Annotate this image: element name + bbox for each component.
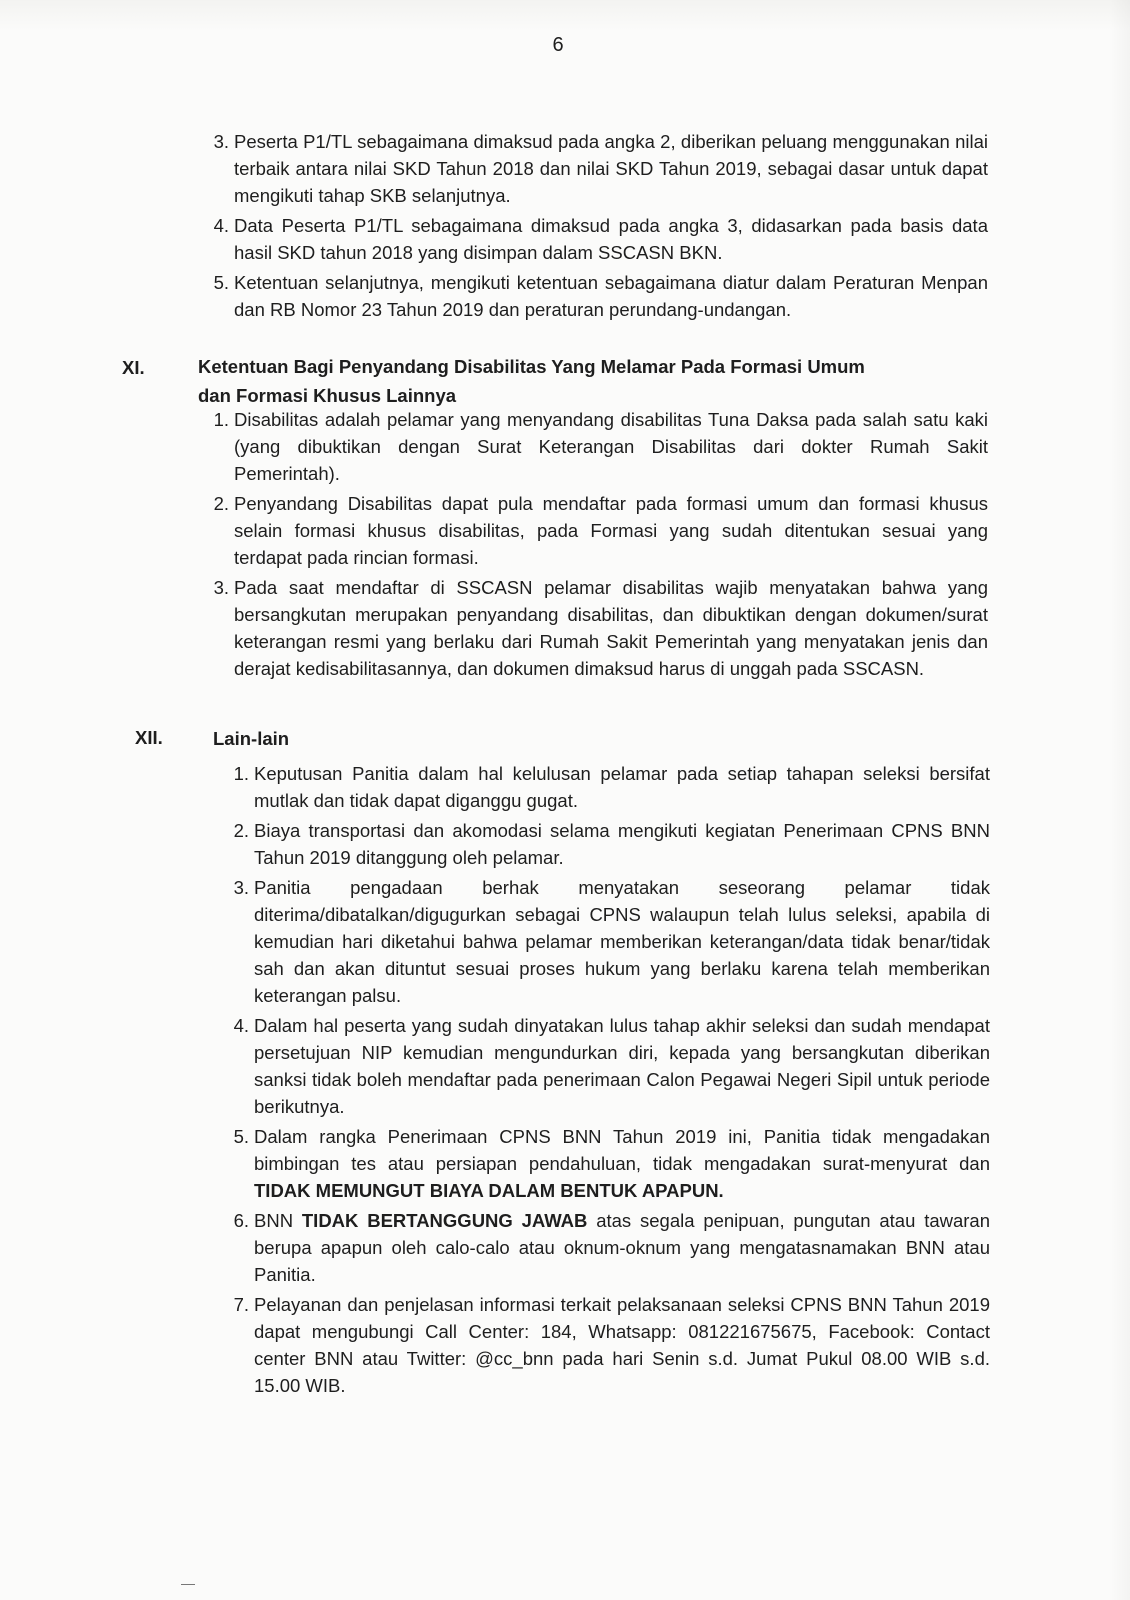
section-xi-list — [213, 406, 988, 682]
list-item-text-after: atas segala penipuan, pungutan atau tawaran berupa apapun oleh calo-calo atau oknum-oknum yang mengatasnamakan BNN atau Panitia. — [254, 1210, 991, 1285]
list-item-number: 4. — [213, 215, 229, 236]
list-item — [233, 874, 990, 1009]
list-item — [213, 212, 988, 266]
list-item-number: 6. — [233, 1210, 249, 1231]
list-item — [233, 760, 990, 814]
list-item — [233, 1123, 990, 1204]
list-item-text: Biaya transportasi dan akomodasi selama mengikuti kegiatan Penerimaan CPNS BNN Tahun 2019 ditanggung oleh pelamar. — [254, 820, 990, 868]
section-xii-label: XII. — [135, 727, 163, 748]
list-item-text: Panitia pengadaan berhak menyatakan seseorang pelamar tidak diterima/dibatalkan/digugurkan sebagai CPNS walaupun telah lulus seleksi, apabila di kemudian hari diketahui bahwa pelamar memberikan keterangan/data tidak benar/tidak sah dan akan dituntut sesuai proses hukum yang berlaku karena telah memberikan keterangan palsu. — [254, 877, 990, 1006]
section-xi-title-line2: dan Formasi Khusus Lainnya — [198, 385, 457, 406]
list-item-text: Pelayanan dan penjelasan informasi terkait pelaksanaan seleksi CPNS BNN Tahun 2019 dapat mengubungi Call Center: 184, Whatsapp: 081221675675, Facebook: Contact center BNN atau Twitter: @cc_bnn pada hari Senin s.d. Jumat Pukul 08.00 WIB s.d. 15.00 WIB. — [254, 1294, 990, 1396]
list-item-text: Disabilitas adalah pelamar yang menyandang disabilitas Tuna Daksa pada salah satu kaki (yang dibuktikan dengan Surat Keterangan Disabilitas dari dokter Rumah Sakit Pemerintah). — [234, 409, 988, 484]
list-item — [233, 1291, 990, 1399]
list-item — [233, 1012, 990, 1120]
scan-mark — [181, 1584, 195, 1585]
list-item-number: 2. — [233, 820, 249, 841]
list-item-number: 1. — [213, 409, 229, 430]
list-item-text: Peserta P1/TL sebagaimana dimaksud pada angka 2, diberikan peluang menggunakan nilai terbaik antara nilai SKD Tahun 2018 dan nilai SKD Tahun 2019, sebagai dasar untuk dapat mengikuti tahap SKB selanjutnya. — [234, 131, 988, 206]
list-item-text: Penyandang Disabilitas dapat pula mendaftar pada formasi umum dan formasi khusus selain formasi khusus disabilitas, pada Formasi yang sudah ditentukan sesuai yang terdapat pada rincian formasi. — [234, 493, 988, 568]
list-item — [213, 128, 988, 209]
list-item-number: 5. — [213, 272, 229, 293]
list-item-text: Data Peserta P1/TL sebagaimana dimaksud pada angka 3, didasarkan pada basis data hasil SKD tahun 2018 yang disimpan dalam SSCASN BKN. — [234, 215, 988, 263]
list-item-emphasis: TIDAK BERTANGGUNG JAWAB — [301, 1210, 588, 1231]
list-item-text — [254, 1123, 990, 1204]
section-xi-title — [198, 352, 988, 410]
scan-edge-shadow — [1110, 0, 1130, 1600]
list-item-text: Dalam hal peserta yang sudah dinyatakan lulus tahap akhir seleksi dan sudah mendapat persetujuan NIP kemudian mengundurkan diri, kepada yang bersangkutan diberikan sanksi tidak boleh mendaftar pada penerimaan Calon Pegawai Negeri Sipil untuk periode berikutnya. — [254, 1015, 990, 1117]
list-item-text: Ketentuan selanjutnya, mengikuti ketentuan sebagaimana diatur dalam Peraturan Menpan dan RB Nomor 23 Tahun 2019 dan peraturan perundang-undangan. — [234, 272, 988, 320]
list-item-text-before: Dalam rangka Penerimaan CPNS BNN Tahun 2019 ini, Panitia tidak mengadakan bimbingan tes atau persiapan pendahuluan, tidak mengadakan surat-menyurat dan — [254, 1126, 990, 1174]
list-item — [213, 269, 988, 323]
list-item — [213, 574, 988, 682]
top-list — [213, 128, 988, 323]
list-item — [213, 406, 988, 487]
list-item-text: Keputusan Panitia dalam hal kelulusan pelamar pada setiap tahapan seleksi bersifat mutlak dan tidak dapat diganggu gugat. — [254, 763, 990, 811]
page-number: 6 — [552, 34, 564, 56]
section-xii-title: Lain-lain — [213, 728, 290, 749]
list-item-text — [254, 1207, 990, 1288]
section-xii-list — [233, 760, 991, 1399]
list-item-number: 1. — [233, 763, 249, 784]
list-item-number: 3. — [213, 577, 229, 598]
list-item — [233, 1207, 991, 1288]
list-item-emphasis: TIDAK MEMUNGUT BIAYA DALAM BENTUK APAPUN. — [254, 1180, 724, 1201]
list-item-number: 3. — [213, 131, 229, 152]
section-xi-label: XI. — [122, 357, 145, 378]
list-item — [233, 817, 990, 871]
list-item-number: 5. — [233, 1126, 249, 1147]
list-item-number: 2. — [213, 493, 229, 514]
list-item — [213, 490, 988, 571]
list-item-number: 7. — [233, 1294, 249, 1315]
section-xi-title-line1: Ketentuan Bagi Penyandang Disabilitas Yang Melamar Pada Formasi Umum — [198, 356, 865, 377]
list-item-number: 3. — [233, 877, 249, 898]
list-item-number: 4. — [233, 1015, 249, 1036]
list-item-text: Pada saat mendaftar di SSCASN pelamar disabilitas wajib menyatakan bahwa yang bersangkutan merupakan penyandang disabilitas, dan dibuktikan dengan dokumen/surat keterangan resmi yang berlaku dari Rumah Sakit Pemerintah yang menyatakan jenis dan derajat kedisabilitasannya, dan dokumen dimaksud harus di unggah pada SSCASN. — [234, 577, 988, 679]
list-item-text-before: BNN — [254, 1210, 302, 1231]
